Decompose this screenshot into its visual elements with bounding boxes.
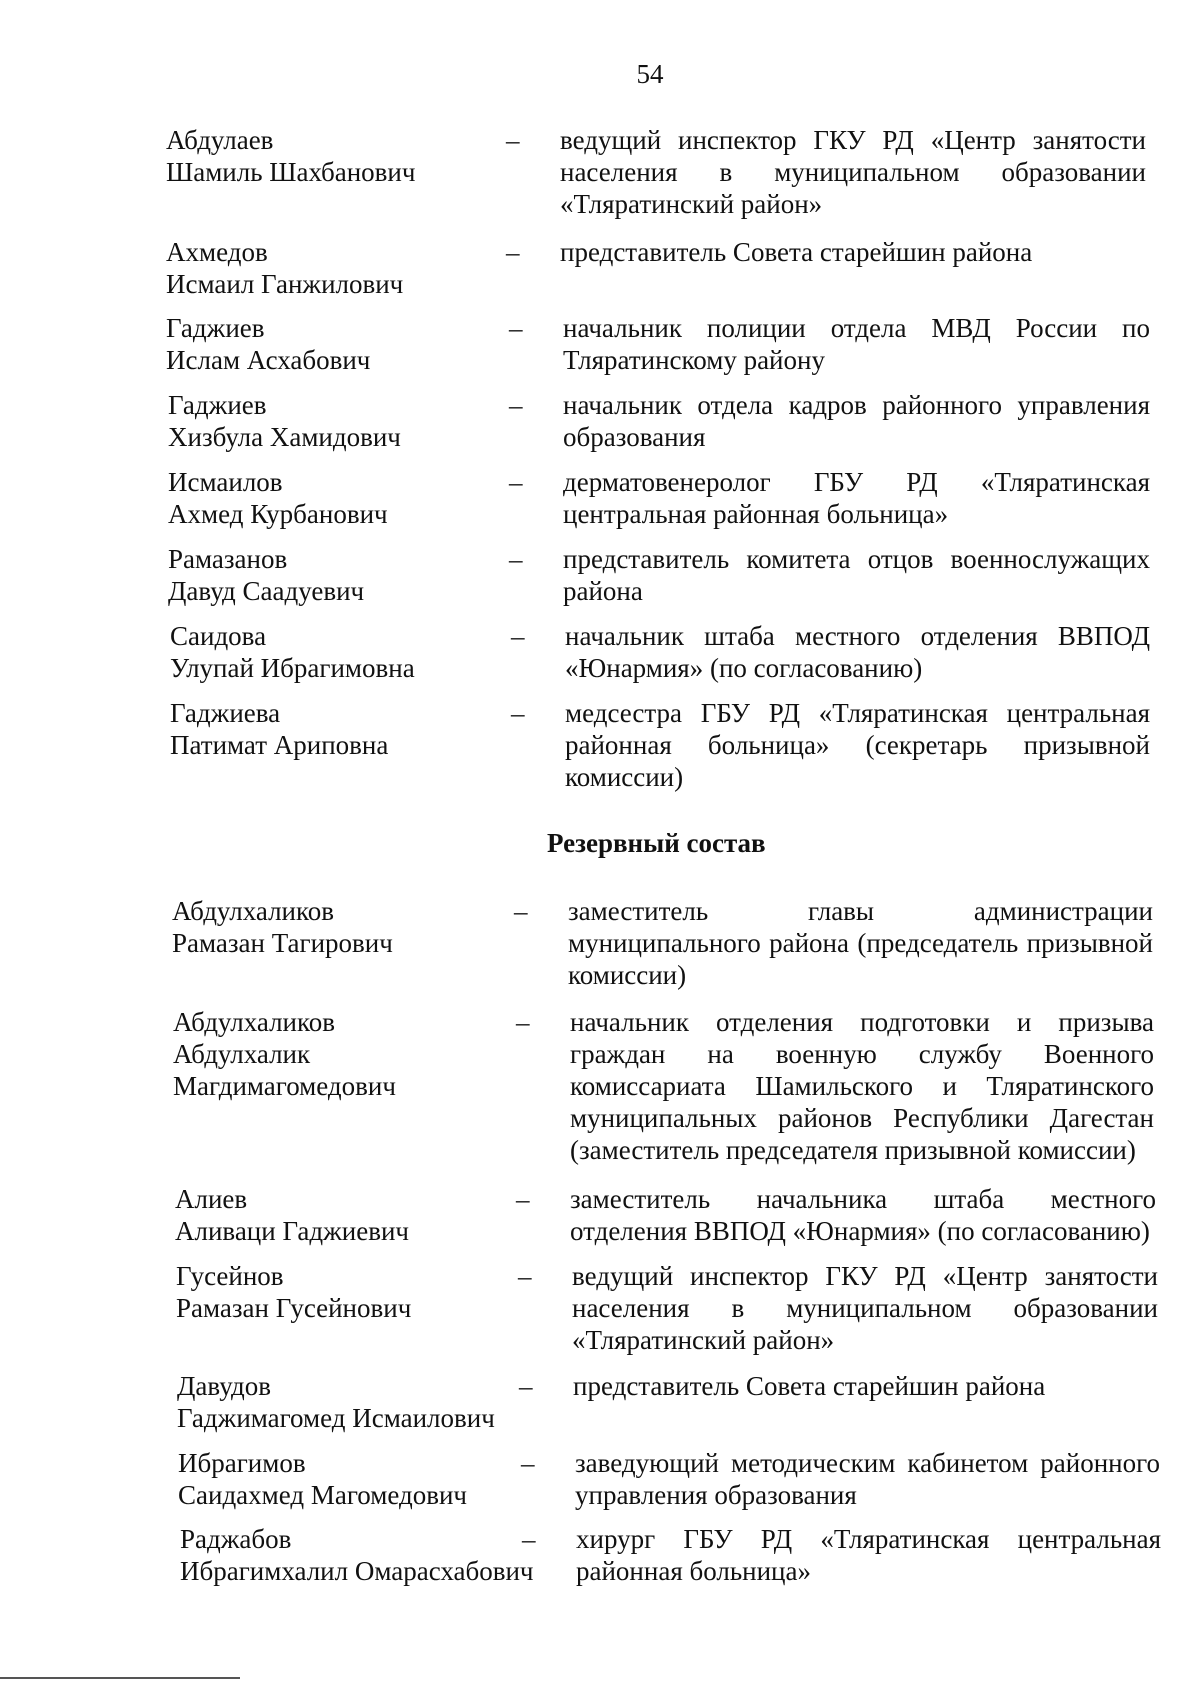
member-given-name: Аливаци Гаджиевич	[175, 1216, 409, 1246]
member-surname: Давудов	[177, 1371, 272, 1401]
page-number: 54	[636, 59, 664, 89]
dash: –	[521, 1448, 535, 1478]
member-description	[511, 697, 1150, 793]
member-name	[168, 389, 538, 453]
member-surname: Исмаилов	[168, 467, 283, 497]
dash: –	[509, 390, 523, 420]
member-name	[166, 312, 536, 376]
member-surname: Гаджиев	[166, 313, 265, 343]
member-given-name: Ислам Асхабович	[166, 345, 371, 375]
member-description	[511, 620, 1150, 684]
member-role: представитель Совета старейшин района	[560, 237, 1033, 267]
member-description	[514, 895, 1153, 991]
member-surname: Абдулхаликов	[173, 1007, 335, 1037]
member-role: представитель комитета отцов военнослужащих района	[563, 544, 1150, 606]
member-role: ведущий инспектор ГКУ РД «Центр занятости населения в муниципальном образовании «Тляратинский район»	[560, 125, 1146, 219]
dash: –	[518, 1261, 532, 1291]
member-surname: Раджабов	[180, 1524, 292, 1554]
member-description	[506, 124, 1146, 220]
member-description	[509, 543, 1150, 607]
dash: –	[514, 896, 528, 926]
member-name	[170, 697, 540, 761]
dash: –	[509, 467, 523, 497]
member-name	[176, 1260, 546, 1324]
member-description	[516, 1183, 1156, 1247]
dash: –	[509, 544, 523, 574]
dash: –	[506, 125, 520, 155]
member-description	[509, 312, 1150, 376]
member-name	[180, 1523, 550, 1587]
member-description	[506, 236, 1146, 268]
member-given-name: Патимат Ариповна	[170, 730, 389, 760]
member-description	[516, 1006, 1154, 1166]
member-surname: Абдулаев	[166, 125, 274, 155]
member-given-name-continued: Магдимагомедович	[173, 1071, 396, 1101]
member-given-name: Рамазан Гусейнович	[176, 1293, 412, 1323]
member-given-name: Давуд Саадуевич	[168, 576, 365, 606]
member-name	[175, 1183, 545, 1247]
member-name	[166, 236, 536, 300]
dash: –	[522, 1524, 536, 1554]
member-surname: Ахмедов	[166, 237, 268, 267]
member-description	[519, 1370, 1159, 1402]
member-role: начальник отделения подготовки и призыва граждан на военную службу Военного комиссариата Шамильского и Тляратинского муниципальных районов Республики Дагестан (заместитель председателя призывной комиссии)	[570, 1007, 1154, 1165]
member-given-name: Шамиль Шахбанович	[166, 157, 416, 187]
member-given-name: Ахмед Курбанович	[168, 499, 388, 529]
member-description	[521, 1447, 1160, 1511]
member-given-name: Саидахмед Магомедович	[178, 1480, 467, 1510]
member-role: хирург ГБУ РД «Тляратинская центральная районная больница»	[576, 1524, 1161, 1586]
member-given-name: Рамазан Тагирович	[172, 928, 393, 958]
dash: –	[511, 621, 525, 651]
member-name	[170, 620, 540, 684]
member-role: представитель Совета старейшин района	[573, 1371, 1046, 1401]
dash: –	[519, 1371, 533, 1401]
member-given-name: Исмаил Ганжилович	[166, 269, 404, 299]
member-description	[509, 389, 1150, 453]
reserve-section-title: Резервный состав	[547, 828, 766, 858]
member-name	[173, 1006, 543, 1102]
member-given-name: Улупай Ибрагимовна	[170, 653, 415, 683]
member-role: заместитель главы администрации муниципального района (председатель призывной комиссии)	[568, 896, 1153, 990]
member-surname: Саидова	[170, 621, 267, 651]
dash: –	[516, 1184, 530, 1214]
dash: –	[506, 237, 520, 267]
member-role: заместитель начальника штаба местного отделения ВВПОД «Юнармия» (по согласованию)	[570, 1184, 1156, 1246]
member-given-name: Ибрагимхалил Омарасхабович	[180, 1556, 534, 1586]
member-name	[178, 1447, 548, 1511]
member-description	[518, 1260, 1158, 1356]
member-name	[168, 466, 538, 530]
member-given-name: Хизбула Хамидович	[168, 422, 401, 452]
member-name	[177, 1370, 547, 1434]
member-role: начальник штаба местного отделения ВВПОД «Юнармия» (по согласованию)	[565, 621, 1150, 683]
member-role: заведующий методическим кабинетом районного управления образования	[575, 1448, 1160, 1510]
member-surname: Гусейнов	[176, 1261, 284, 1291]
member-role: начальник полиции отдела МВД России по Тляратинскому району	[563, 313, 1150, 375]
member-role: медсестра ГБУ РД «Тляратинская центральная районная больница» (секретарь призывной комиссии)	[565, 698, 1150, 792]
member-description	[522, 1523, 1161, 1587]
member-surname: Ибрагимов	[178, 1448, 306, 1478]
member-role: ведущий инспектор ГКУ РД «Центр занятости населения в муниципальном образовании «Тляратинский район»	[572, 1261, 1158, 1355]
member-surname: Гаджиева	[170, 698, 281, 728]
member-given-name: Гаджимагомед Исмаилович	[177, 1403, 495, 1433]
dash: –	[509, 313, 523, 343]
scan-edge-line	[0, 1677, 240, 1679]
member-name	[172, 895, 542, 959]
member-surname: Рамазанов	[168, 544, 288, 574]
member-given-name: Абдулхалик	[173, 1039, 311, 1069]
member-surname: Гаджиев	[168, 390, 267, 420]
member-surname: Алиев	[175, 1184, 248, 1214]
dash: –	[511, 698, 525, 728]
member-surname: Абдулхаликов	[172, 896, 334, 926]
dash: –	[516, 1007, 530, 1037]
member-role: начальник отдела кадров районного управления образования	[563, 390, 1150, 452]
member-name	[168, 543, 538, 607]
member-description	[509, 466, 1150, 530]
member-name	[166, 124, 536, 188]
member-role: дерматовенеролог ГБУ РД «Тляратинская центральная районная больница»	[563, 467, 1150, 529]
